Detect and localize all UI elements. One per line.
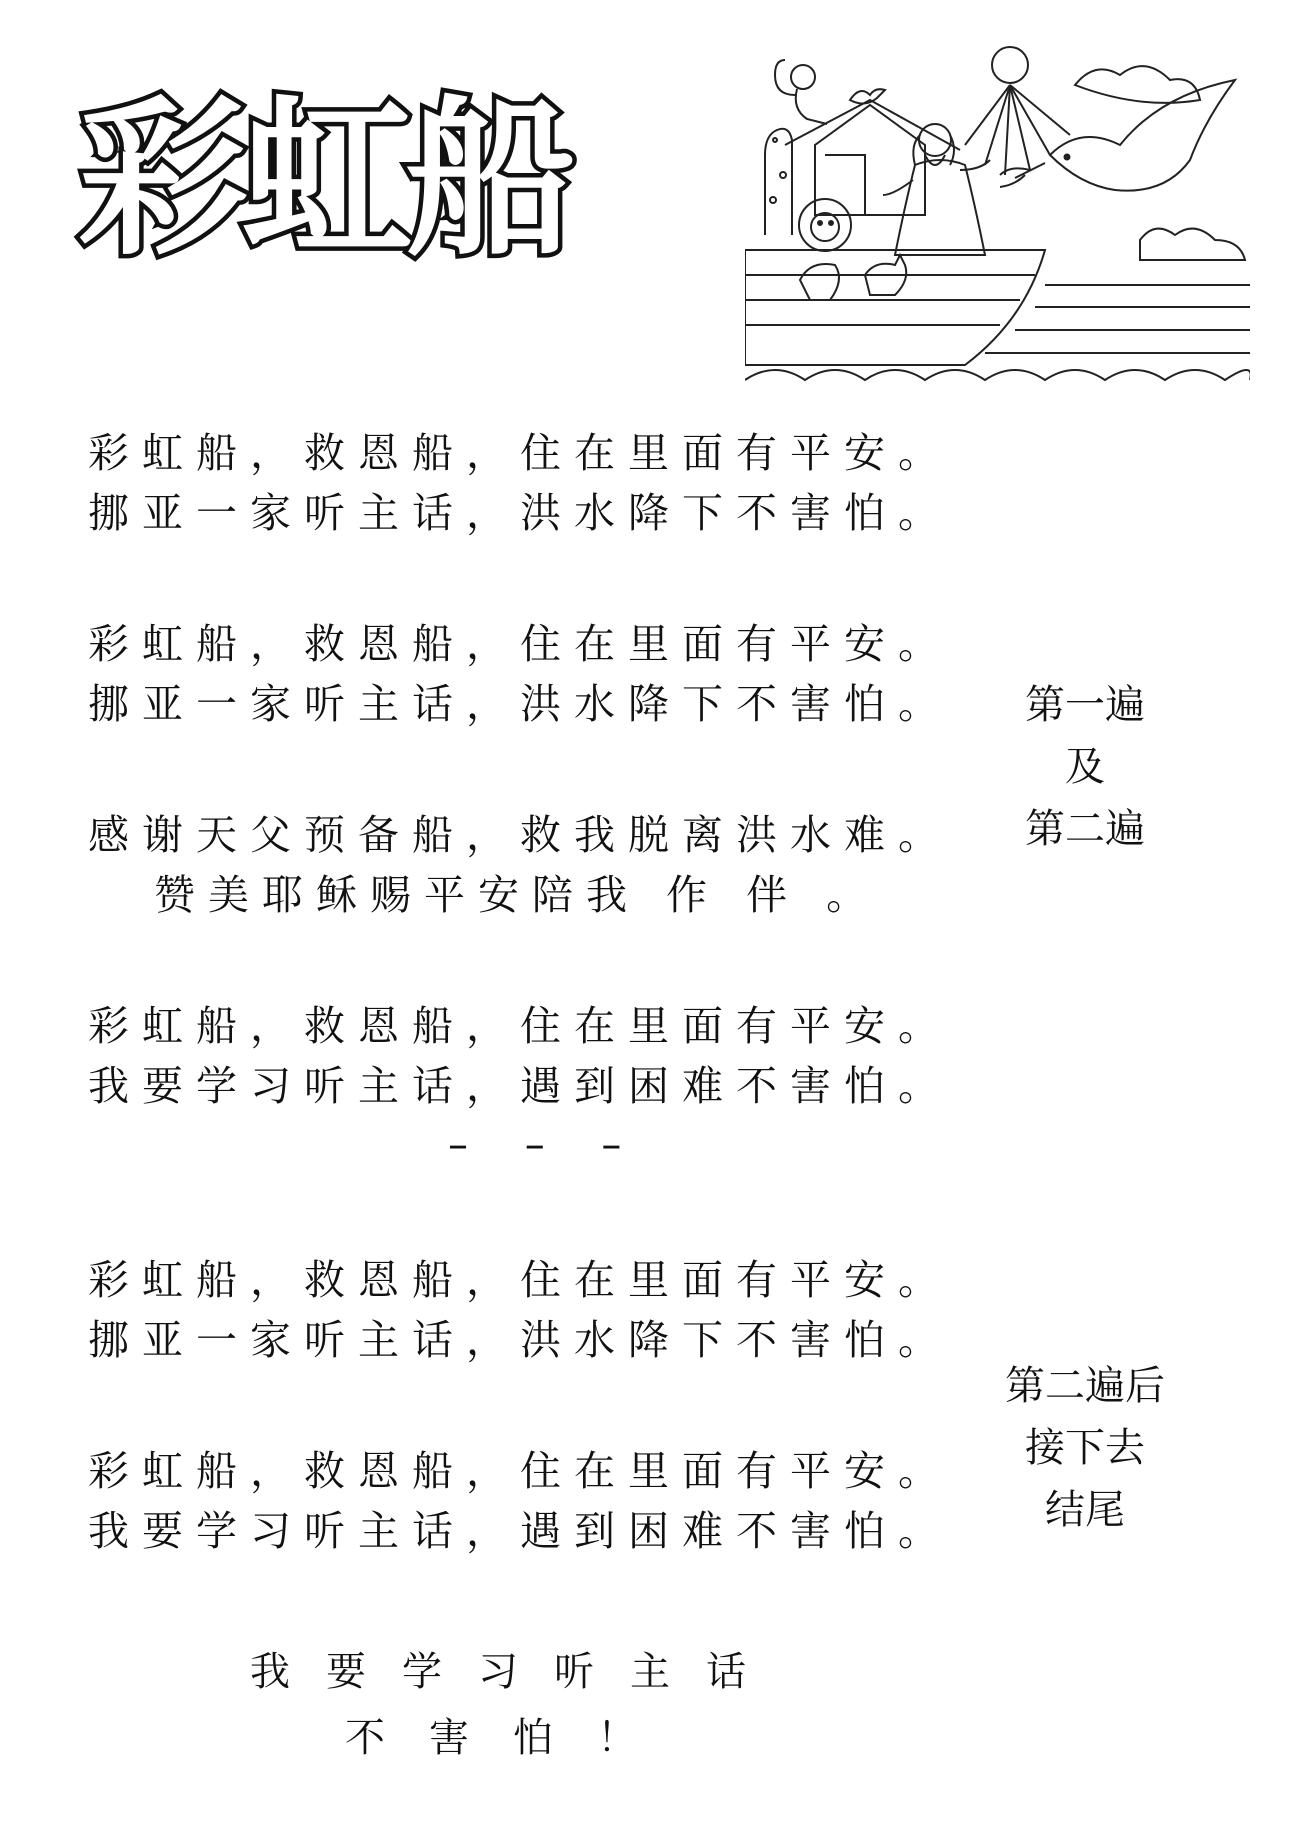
note-line: 接下去 [1025,1425,1145,1471]
side-note-verses [985,674,1185,860]
lyric-line: 彩虹船，救恩船，住在里面有平安。 [88,1447,952,1495]
lion-icon [799,199,851,251]
stanza-3 [88,805,952,925]
page-title: 彩虹船 [78,81,571,279]
lyric-line: 赞美耶稣赐平安陪我 作 伴 。 [154,871,881,919]
note-line: 结尾 [1045,1487,1125,1533]
cloud-icon [1075,66,1245,260]
separator-dashes: – – – [448,1122,644,1168]
giraffe-icon [765,129,792,235]
ark-hull [745,250,1045,365]
sun-icon [965,47,1070,175]
stanza-2 [88,614,952,734]
note-line: 及 [1065,744,1105,790]
ark-cabin [785,100,960,215]
lyric-line: 彩虹船，救恩船，住在里面有平安。 [88,429,952,477]
stanza-6 [88,1441,952,1561]
lyric-line: 挪亚一家听主话，洪水降下不害怕。 [88,1316,952,1364]
lyric-line: 彩虹船，救恩船，住在里面有平安。 [88,620,952,668]
stanza-4 [88,996,952,1116]
lyric-line: 彩虹船，救恩船，住在里面有平安。 [88,1002,952,1050]
note-line: 第一遍 [1025,682,1145,728]
note-line: 第二遍后 [1005,1363,1165,1409]
noah-figure [883,124,990,255]
monkey-icon [775,60,827,124]
lyric-line: 彩虹船，救恩船，住在里面有平安。 [88,1256,952,1304]
noahs-ark-illustration [745,45,1250,405]
lyric-line: 我要学习听主话，遇到困难不害怕。 [88,1507,952,1555]
note-line: 第二遍 [1025,806,1145,852]
lyric-line: 我要学习听主话，遇到困难不害怕。 [88,1062,952,1110]
horse-icon [800,264,839,300]
closing-line: 不害怕！ [345,1715,681,1761]
closing-line: 我要学习听主话 [250,1649,782,1695]
stanza-1 [88,423,952,543]
lyric-line: 挪亚一家听主话，洪水降下不害怕。 [88,489,952,537]
lyric-line: 挪亚一家听主话，洪水降下不害怕。 [88,680,952,728]
stanza-5 [88,1250,952,1370]
side-note-ending [985,1355,1185,1541]
lyric-line: 感谢天父预备船，救我脱离洪水难。 [88,811,952,859]
